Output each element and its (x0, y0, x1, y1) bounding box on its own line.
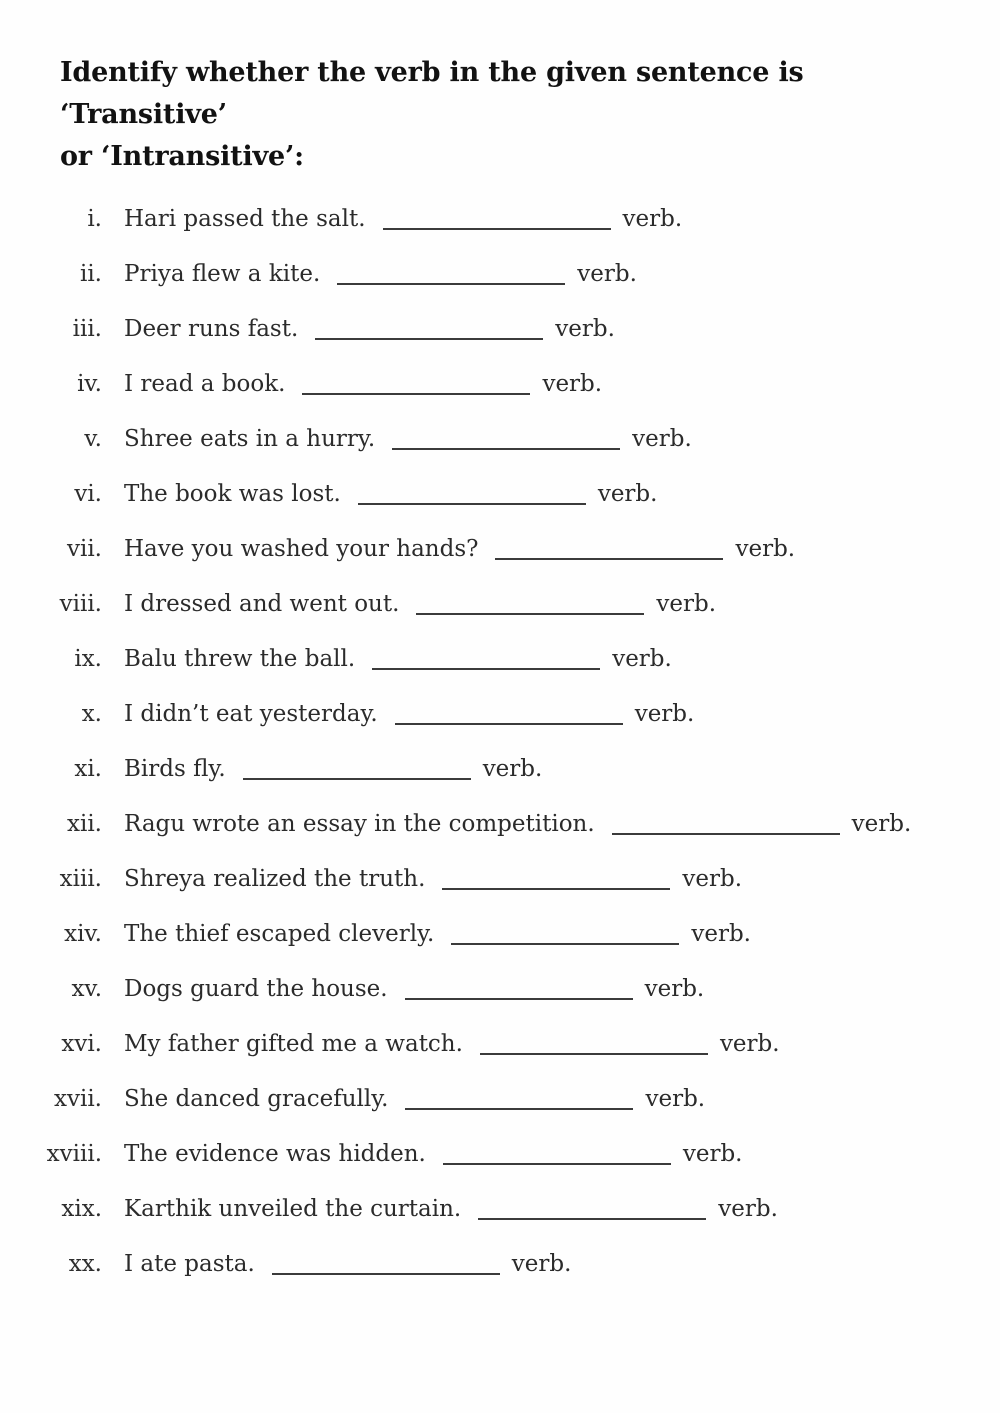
answer-blank[interactable] (443, 1163, 671, 1165)
question-body (124, 974, 704, 1004)
answer-blank[interactable] (372, 668, 600, 670)
question-number: xiv. (64, 921, 102, 947)
question-body (124, 424, 692, 454)
question-row (30, 1194, 960, 1224)
verb-label: verb. (691, 921, 751, 947)
question-sentence: I read a book. (124, 371, 286, 397)
verb-label: verb. (597, 481, 658, 507)
verb-label: verb. (555, 316, 615, 342)
question-number: i. (87, 206, 102, 232)
title-line-2: or ‘Intransitive’: (60, 141, 304, 172)
question-body (124, 314, 615, 344)
question-number: xvi. (61, 1031, 102, 1057)
question-number: xviii. (46, 1141, 102, 1167)
question-body (124, 589, 716, 619)
question-sentence: Hari passed the salt. (124, 206, 366, 232)
answer-blank[interactable] (478, 1218, 706, 1220)
question-row (30, 919, 960, 949)
verb-label: verb. (682, 1141, 743, 1167)
question-row (30, 699, 960, 729)
question-number: vi. (74, 481, 102, 507)
answer-blank[interactable] (315, 338, 543, 340)
question-row (30, 644, 960, 674)
question-sentence: Deer runs fast. (124, 316, 299, 342)
question-sentence: I ate pasta. (124, 1251, 255, 1277)
answer-blank[interactable] (337, 283, 565, 285)
question-body (124, 1084, 705, 1114)
answer-blank[interactable] (416, 613, 644, 615)
verb-label: verb. (851, 811, 912, 837)
verb-label: verb. (719, 1031, 780, 1057)
question-body (124, 479, 657, 509)
title-line-1: Identify whether the verb in the given sentence is ‘Transitive’ (60, 57, 804, 130)
verb-label: verb. (612, 646, 672, 672)
answer-blank[interactable] (442, 888, 670, 890)
question-row (30, 809, 960, 839)
question-row (30, 1084, 960, 1114)
question-number: xii. (67, 811, 102, 837)
question-number: xiii. (59, 866, 102, 892)
question-row (30, 754, 960, 784)
question-body (124, 754, 542, 784)
verb-label: verb. (577, 261, 637, 287)
verb-label: verb. (542, 371, 603, 397)
question-list (30, 204, 960, 1279)
answer-blank[interactable] (612, 833, 840, 835)
answer-blank[interactable] (495, 558, 723, 560)
verb-label: verb. (682, 866, 743, 892)
answer-blank[interactable] (405, 1108, 633, 1110)
question-sentence: Have you washed your hands? (124, 536, 479, 562)
question-sentence: The evidence was hidden. (124, 1141, 426, 1167)
question-row (30, 259, 960, 289)
worksheet-title (60, 52, 950, 178)
verb-label: verb. (718, 1196, 778, 1222)
question-sentence: Balu threw the ball. (124, 646, 356, 672)
question-sentence: Shree eats in a hurry. (124, 426, 376, 452)
question-sentence: I didn’t eat yesterday. (124, 701, 378, 727)
question-row (30, 204, 960, 234)
question-sentence: The thief escaped cleverly. (124, 921, 435, 947)
question-body (124, 204, 682, 234)
answer-blank[interactable] (302, 393, 530, 395)
question-row (30, 1249, 960, 1279)
answer-blank[interactable] (395, 723, 623, 725)
answer-blank[interactable] (358, 503, 586, 505)
question-body (124, 809, 911, 839)
question-number: xx. (68, 1251, 102, 1277)
answer-blank[interactable] (451, 943, 679, 945)
question-row (30, 424, 960, 454)
question-number: viii. (59, 591, 102, 617)
question-body (124, 1249, 571, 1279)
question-sentence: I dressed and went out. (124, 591, 400, 617)
question-sentence: The book was lost. (124, 481, 341, 507)
answer-blank[interactable] (383, 228, 611, 230)
question-body (124, 644, 672, 674)
verb-label: verb. (656, 591, 717, 617)
question-number: xi. (74, 756, 102, 782)
answer-blank[interactable] (272, 1273, 500, 1275)
verb-label: verb. (644, 976, 705, 1002)
question-body (124, 1029, 780, 1059)
question-sentence: Priya flew a kite. (124, 261, 321, 287)
question-number: vii. (66, 536, 102, 562)
question-row (30, 864, 960, 894)
question-row (30, 479, 960, 509)
question-sentence: She danced gracefully. (124, 1086, 389, 1112)
question-body (124, 1194, 778, 1224)
verb-label: verb. (511, 1251, 572, 1277)
question-number: iii. (72, 316, 102, 342)
answer-blank[interactable] (480, 1053, 708, 1055)
question-row (30, 1029, 960, 1059)
question-sentence: Birds fly. (124, 756, 226, 782)
question-row (30, 534, 960, 564)
question-row (30, 314, 960, 344)
question-row (30, 1139, 960, 1169)
question-sentence: Karthik unveiled the curtain. (124, 1196, 462, 1222)
question-sentence: Shreya realized the truth. (124, 866, 426, 892)
question-body (124, 259, 637, 289)
question-body (124, 864, 742, 894)
question-body (124, 919, 751, 949)
question-sentence: My father gifted me a watch. (124, 1031, 463, 1057)
verb-label: verb. (632, 426, 692, 452)
answer-blank[interactable] (392, 448, 620, 450)
question-number: x. (81, 701, 102, 727)
question-body (124, 1139, 743, 1169)
question-body (124, 534, 795, 564)
question-row (30, 974, 960, 1004)
question-number: iv. (77, 371, 102, 397)
verb-label: verb. (634, 701, 695, 727)
question-sentence: Ragu wrote an essay in the competition. (124, 811, 595, 837)
verb-label: verb. (645, 1086, 706, 1112)
question-row (30, 369, 960, 399)
question-number: xvii. (54, 1086, 102, 1112)
question-row (30, 589, 960, 619)
verb-label: verb. (735, 536, 796, 562)
question-sentence: Dogs guard the house. (124, 976, 388, 1002)
verb-label: verb. (482, 756, 543, 782)
question-number: xix. (61, 1196, 102, 1222)
verb-label: verb. (622, 206, 683, 232)
question-number: xv. (71, 976, 102, 1002)
answer-blank[interactable] (405, 998, 633, 1000)
question-number: ix. (74, 646, 102, 672)
question-body (124, 369, 602, 399)
answer-blank[interactable] (243, 778, 471, 780)
question-number: v. (84, 426, 102, 452)
question-number: ii. (79, 261, 102, 287)
question-body (124, 699, 694, 729)
